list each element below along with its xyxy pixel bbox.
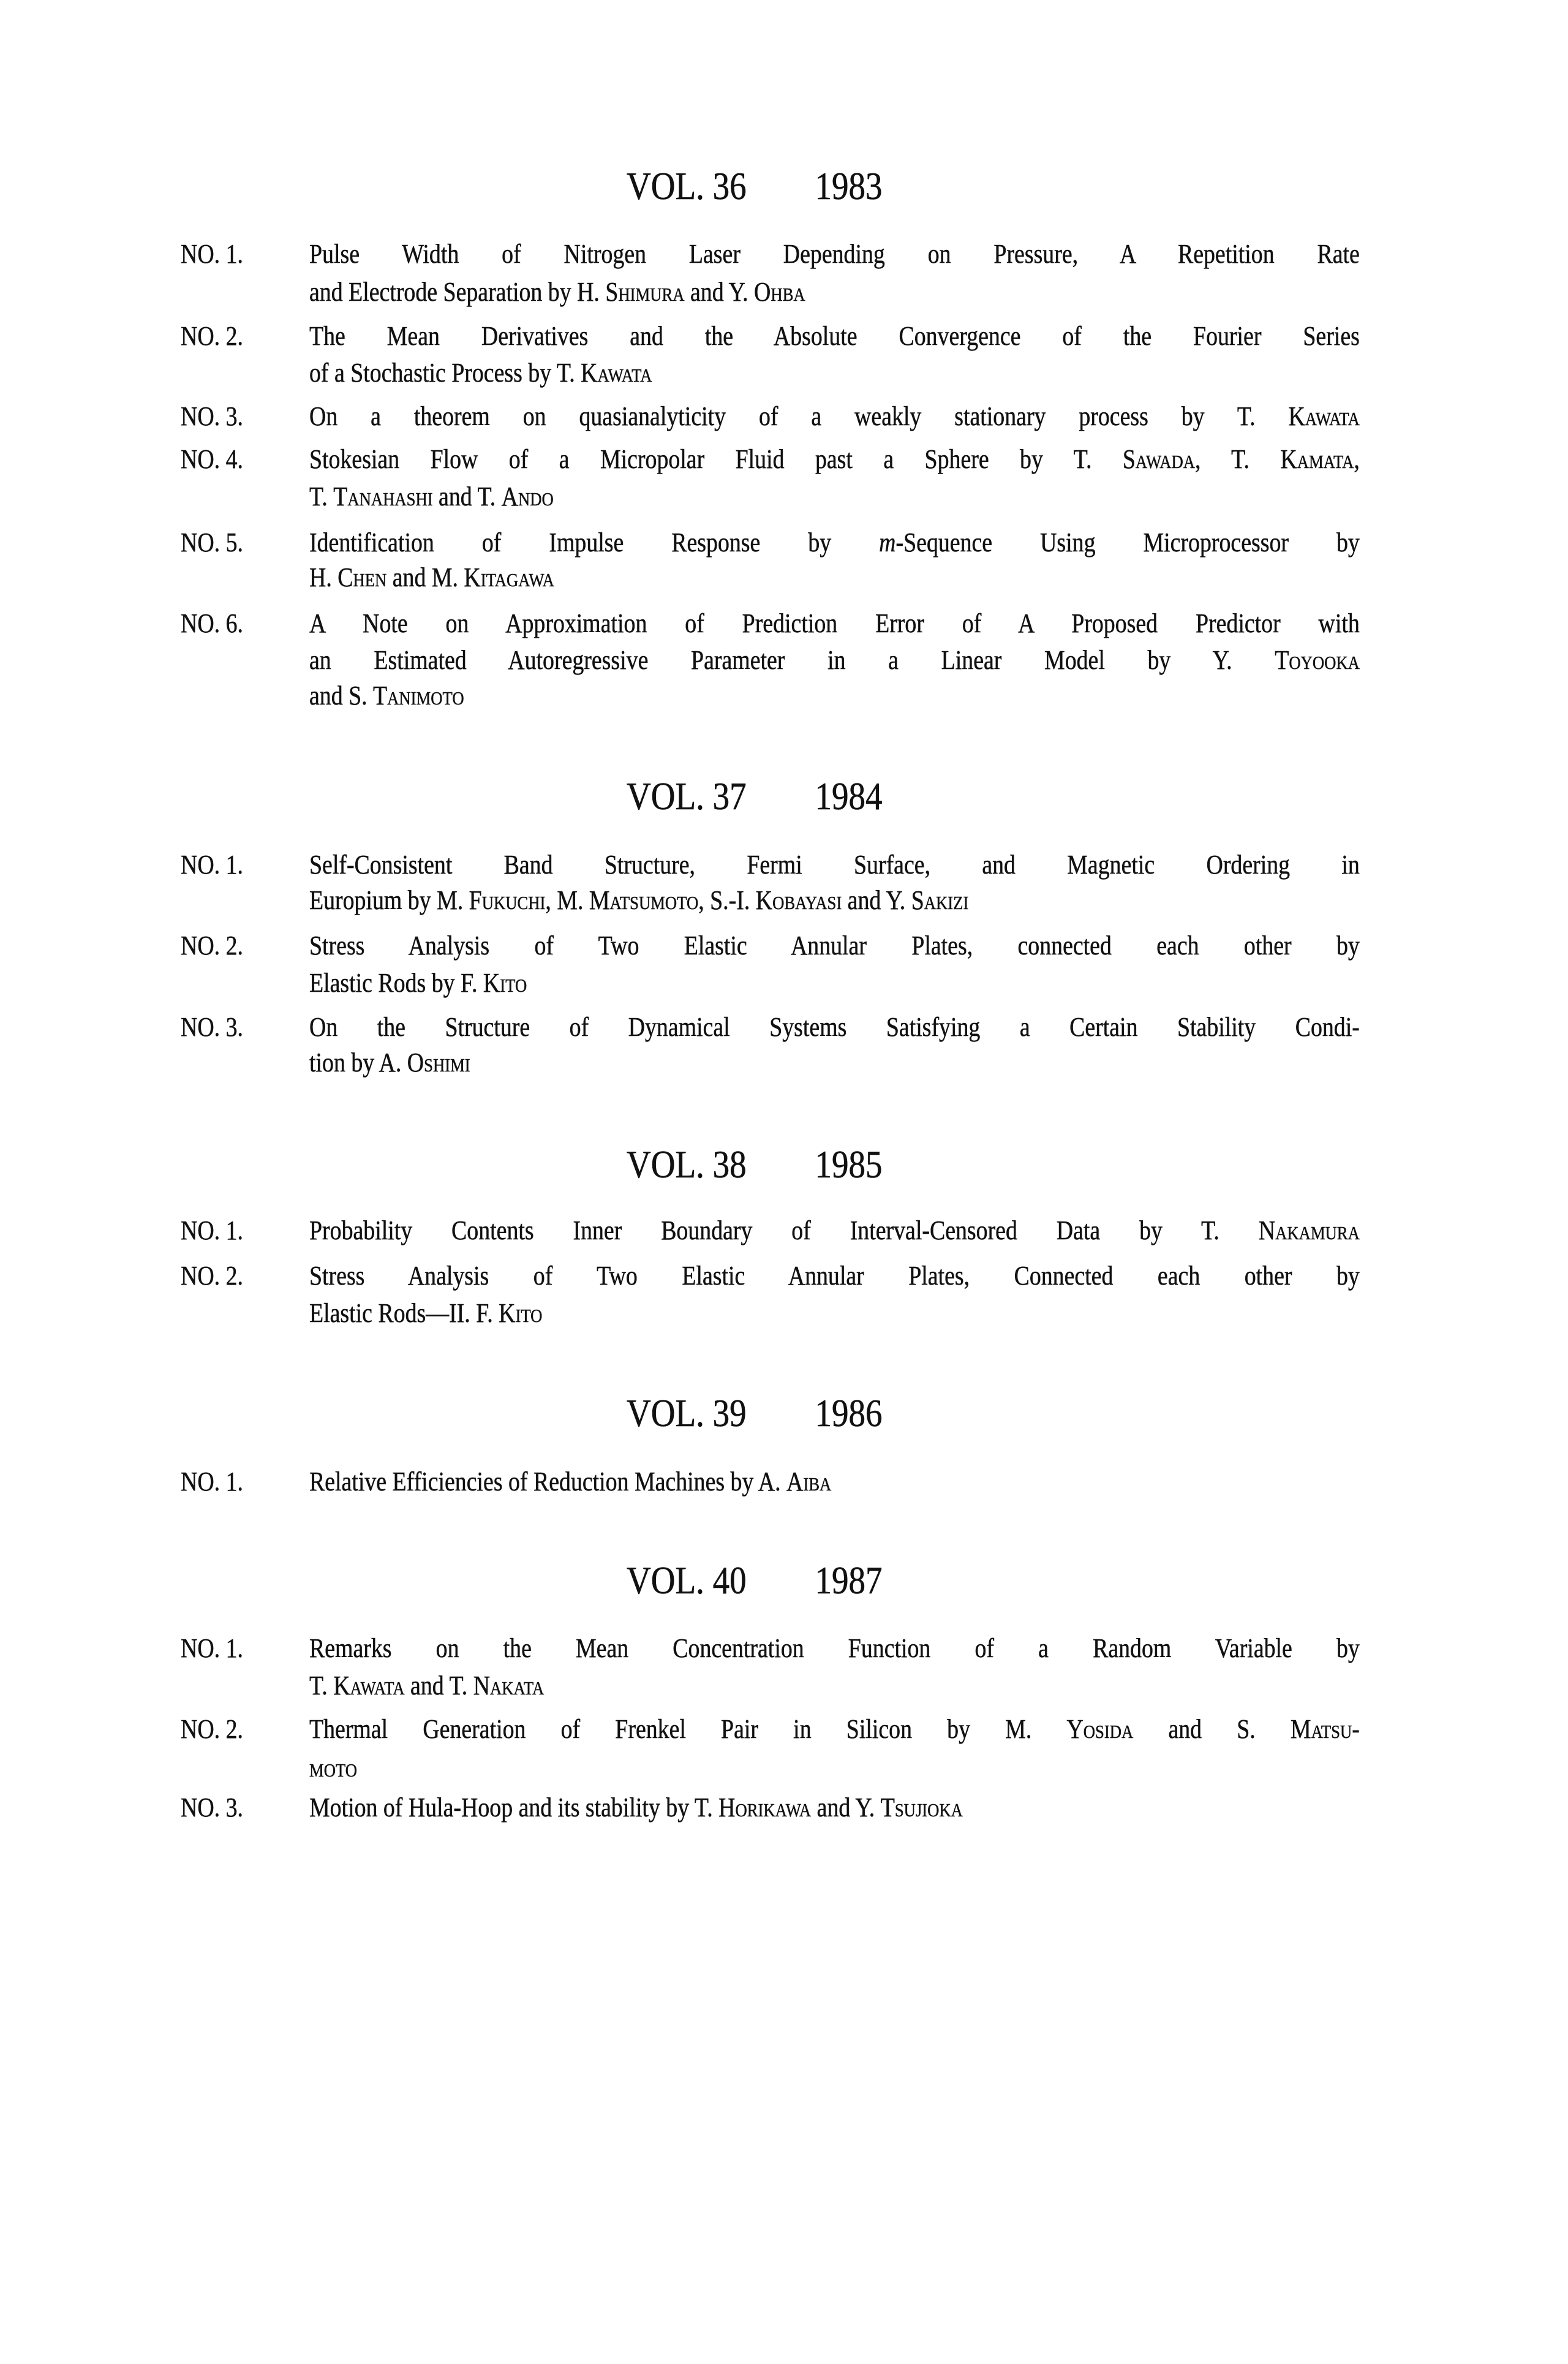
author-name: Kito (499, 1298, 543, 1328)
volume-number: VOL. 39 (627, 1391, 747, 1435)
article-title-line[interactable] (309, 1711, 1360, 1748)
issue-number: NO. 2. (181, 321, 243, 351)
author-name: Nakamura (1258, 1215, 1360, 1245)
author-name: Kawata (581, 358, 652, 388)
title-text: On the Structure of Dynamical Systems Satisfying a Certain Stability Condi- (309, 1012, 1360, 1042)
article-title-line[interactable] (309, 478, 554, 515)
issue-number: NO. 6. (181, 608, 243, 638)
title-text: and S. (1133, 1714, 1291, 1744)
volume-year: 1984 (815, 774, 883, 818)
title-text: Stress Analysis of Two Elastic Annular Plates, connected each other by (309, 931, 1360, 961)
issue-number: NO. 1. (181, 1467, 243, 1497)
title-text: Stokesian Flow of a Micropolar Fluid past a Sphere by T. (309, 444, 1123, 474)
author-name: Sakizi (911, 885, 969, 915)
title-text: Thermal Generation of Frenkel Pair in Silicon by M. (309, 1714, 1067, 1744)
article-title-line[interactable] (309, 605, 1360, 642)
issue-number: NO. 1. (181, 239, 243, 269)
article-title-line[interactable] (309, 398, 1360, 435)
issue-number: NO. 1. (181, 850, 243, 880)
title-text: The Mean Derivatives and the Absolute Convergence of the Fourier Series (309, 321, 1360, 351)
title-text: and Electrode Separation by H. (309, 277, 606, 307)
article-title-line[interactable] (309, 1258, 1360, 1294)
author-name: Fukuchi (469, 885, 546, 915)
article-title-line[interactable] (309, 524, 1360, 561)
issue-number: NO. 2. (181, 1714, 243, 1744)
title-text: Self-Consistent Band Structure, Fermi Surface, and Magnetic Ordering in (309, 850, 1360, 880)
title-text: Remarks on the Mean Concentration Function of a Random Variable by (309, 1633, 1360, 1663)
title-text: H. (309, 562, 338, 592)
author-name: Kito (483, 968, 527, 998)
title-text: tion by A. (309, 1048, 407, 1078)
title-text: and T. (404, 1671, 473, 1701)
author-name: Yosida (1066, 1714, 1134, 1744)
article-title-line[interactable] (309, 559, 554, 596)
article-title-line[interactable] (309, 678, 464, 714)
issue-number: NO. 3. (181, 401, 243, 431)
title-text: Relative Efficiencies of Reduction Machines by A. (309, 1467, 787, 1497)
title-text: , S.-I. (698, 885, 756, 915)
title-text: A Note on Approximation of Prediction Error of A Proposed Predictor with (309, 608, 1360, 638)
issue-number: NO. 2. (181, 1261, 243, 1291)
volume-year: 1983 (815, 164, 883, 208)
author-name: Ando (501, 481, 554, 512)
title-text: and Y. (811, 1792, 881, 1822)
article-title-line[interactable] (309, 1009, 1360, 1046)
article-title-line[interactable] (309, 1463, 831, 1500)
title-text: and M. (386, 562, 464, 592)
volume-heading (627, 1143, 883, 1186)
title-text: and Y. (842, 885, 911, 915)
author-name: Chen (337, 562, 387, 592)
article-title-line[interactable] (309, 847, 1360, 883)
author-name: Shimura (605, 277, 685, 307)
issue-number: NO. 1. (181, 1215, 243, 1245)
author-name: Aiba (786, 1467, 832, 1497)
issue-number: NO. 2. (181, 931, 243, 961)
volume-heading (627, 775, 883, 818)
title-text: Europium by M. (309, 885, 469, 915)
issue-number: NO. 3. (181, 1792, 243, 1822)
issue-number: NO. 4. (181, 444, 243, 474)
article-title-line[interactable] (309, 236, 1360, 273)
title-text: , M. (545, 885, 589, 915)
author-name: Ohba (754, 277, 805, 307)
volume-number: VOL. 37 (627, 774, 747, 818)
article-title-line[interactable] (309, 1750, 357, 1786)
title-text: Stress Analysis of Two Elastic Annular Plates, Connected each other by (309, 1261, 1360, 1291)
author-name: Kawata (1288, 401, 1360, 431)
author-name: Toyooka (1275, 645, 1360, 675)
title-text: T. (309, 481, 334, 512)
title-text: an Estimated Autoregressive Parameter in a Linear Model by Y. (309, 645, 1275, 675)
title-text: and S. (309, 681, 374, 711)
volume-heading (627, 165, 883, 208)
volume-year: 1986 (815, 1391, 883, 1435)
volume-year: 1987 (815, 1558, 883, 1602)
author-name: Tsujioka (880, 1792, 963, 1822)
title-text: Motion of Hula-Hoop and its stability by T. (309, 1792, 719, 1822)
title-text: Elastic Rods by F. (309, 968, 483, 998)
article-title-line[interactable] (309, 1295, 542, 1332)
author-name: Kawata (333, 1671, 405, 1701)
article-title-line[interactable] (309, 1212, 1360, 1249)
article-title-line[interactable] (309, 1789, 963, 1826)
title-text: Probability Contents Inner Boundary of Interval-Censored Data by T. (309, 1215, 1259, 1245)
title-text: On a theorem on quasianalyticity of a weakly stationary process by T. (309, 401, 1289, 431)
volume-year: 1985 (815, 1142, 883, 1186)
author-name: Tanahashi (333, 481, 433, 512)
issue-number: NO. 3. (181, 1012, 243, 1042)
author-name: Tanimoto (373, 681, 464, 711)
article-title-line[interactable] (309, 965, 527, 1002)
title-text: Elastic Rods—II. F. (309, 1298, 499, 1328)
article-title-line[interactable] (309, 882, 968, 919)
author-name: Nakata (473, 1671, 545, 1701)
title-text: and T. (432, 481, 502, 512)
volume-number: VOL. 36 (627, 164, 747, 208)
title-text: -Sequence Using Microprocessor by (895, 527, 1360, 557)
article-title-line[interactable] (309, 274, 805, 311)
article-title-line[interactable] (309, 1630, 1360, 1667)
volume-heading (627, 1392, 883, 1435)
article-title-line[interactable] (309, 355, 652, 391)
volume-heading (627, 1559, 883, 1602)
author-name: Matsumoto (589, 885, 699, 915)
volume-number: VOL. 40 (627, 1558, 747, 1602)
title-text: T. (309, 1671, 334, 1701)
title-text: Identification of Impulse Response by (309, 527, 880, 557)
article-title-line[interactable] (309, 441, 1360, 478)
title-text: m (879, 527, 896, 557)
author-name: Oshimi (407, 1048, 470, 1078)
article-title-line[interactable] (309, 1667, 544, 1704)
author-name: Kitagawa (464, 562, 554, 592)
author-name: Horikawa (718, 1792, 812, 1822)
author-name: Kamata (1280, 444, 1354, 474)
issue-number: NO. 5. (181, 527, 243, 557)
volume-number: VOL. 38 (627, 1142, 747, 1186)
author-name: moto (309, 1753, 358, 1783)
issue-number: NO. 1. (181, 1633, 243, 1663)
author-name: Matsu- (1290, 1714, 1360, 1744)
title-text: , T. (1194, 444, 1281, 474)
title-text: Pulse Width of Nitrogen Laser Depending on Pressure, A Repetition Rate (309, 239, 1360, 269)
article-title-line[interactable] (309, 927, 1360, 964)
article-title-line[interactable] (309, 318, 1360, 355)
title-text: and Y. (684, 277, 755, 307)
article-title-line[interactable] (309, 642, 1360, 679)
title-text: , (1354, 444, 1360, 474)
author-name: Kobayasi (755, 885, 842, 915)
author-name: Sawada (1122, 444, 1195, 474)
title-text: of a Stochastic Process by T. (309, 358, 581, 388)
article-title-line[interactable] (309, 1044, 470, 1081)
